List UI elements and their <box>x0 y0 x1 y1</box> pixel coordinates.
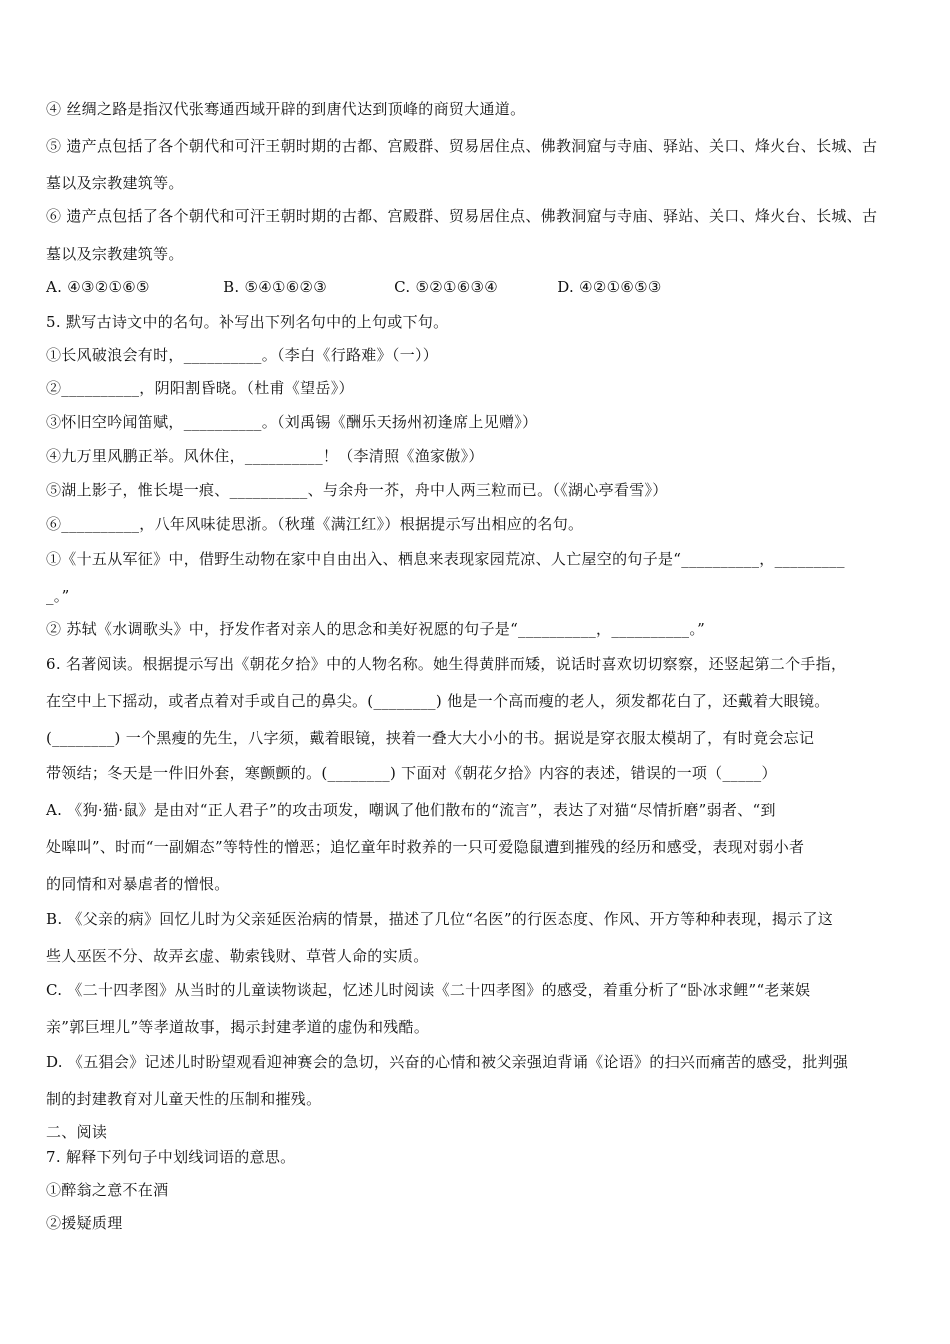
q6-option-b-line1: B. 《父亲的病》回忆儿时为父亲延医治病的情景，描述了几位“名医”的行医态度、作风、开方等种种表现，揭示了这 <box>46 910 834 928</box>
q5-line-6: ⑥__________，八年风味徒思浙。（秋瑾《满江红》）根据提示写出相应的名句。 <box>46 515 584 533</box>
q5-title: 5. 默写古诗文中的名句。补写出下列名句中的上句或下句。 <box>46 313 449 331</box>
q6-option-b-line2: 些人巫医不分、故弄玄虚、勒索钱财、草菅人命的实质。 <box>46 947 429 965</box>
q6-line-1: 6. 名著阅读。根据提示写出《朝花夕拾》中的人物名称。她生得黄胖而矮，说话时喜欢切切察察，还竖起第二个手指， <box>46 655 847 673</box>
q6-option-d-line2: 制的封建教育对儿童天性的压制和摧残。 <box>46 1090 322 1108</box>
q7-title: 7. 解释下列句子中划线词语的意思。 <box>46 1148 296 1166</box>
q4-option-d: D. ④②①⑥⑤③ <box>557 278 662 296</box>
q5-line-4: ④九万里风鹏正举。风休住，__________！（李清照《渔家傲》） <box>46 447 484 465</box>
q4-item-6-line2: 墓以及宗教建筑等。 <box>46 245 184 263</box>
q6-option-a-line2: 处嗥叫”、时而“一副媚态”等特性的憎恶；追忆童年时救养的一只可爱隐鼠遭到摧残的经历和感受，表现对弱小者 <box>46 838 805 856</box>
q6-line-2: 在空中上下摇动，或者点着对手或自己的鼻尖。(________) 他是一个高而瘦的老人，须发都花白了，还戴着大眼镜。 <box>46 692 830 710</box>
q6-option-d-line1: D. 《五猖会》记述儿时盼望观看迎神赛会的急切，兴奋的心情和被父亲强迫背诵《论语》的扫兴而痛苦的感受，批判强 <box>46 1053 849 1071</box>
q4-option-b: B. ⑤④①⑥②③ <box>223 278 328 296</box>
q7-item-2: ②援疑质理 <box>46 1214 123 1232</box>
q6-line-3: (________) 一个黑瘦的先生，八字须，戴着眼镜，挟着一叠大大小小的书。据说是穿衣服太模胡了，有时竟会忘记 <box>46 729 815 747</box>
q4-option-a: A. ④③②①⑥⑤ <box>46 278 150 296</box>
q4-item-5-line2: 墓以及宗教建筑等。 <box>46 174 184 192</box>
q6-option-c-line2: 亲”郭巨埋儿”等孝道故事，揭示封建孝道的虚伪和残酷。 <box>46 1018 430 1036</box>
q6-option-c-line1: C. 《二十四孝图》从当时的儿童读物谈起，忆述儿时阅读《二十四孝图》的感受，着重分析了“卧冰求鲤”“老莱娱 <box>46 981 811 999</box>
q5-line-8: ② 苏轼《水调歌头》中，抒发作者对亲人的思念和美好祝愿的句子是“__________，__________。” <box>46 620 706 638</box>
q5-line-3: ③怀旧空吟闻笛赋，__________。（刘禹锡《酬乐天扬州初逢席上见赠》） <box>46 413 538 431</box>
section-heading: 二、阅读 <box>46 1123 108 1141</box>
q5-line-2: ②__________，阴阳割昏晓。（杜甫《望岳》） <box>46 379 354 397</box>
q7-item-1: ①醉翁之意不在酒 <box>46 1181 169 1199</box>
q6-line-4: 带领结；冬天是一件旧外套，寒颤颤的。(________) 下面对《朝花夕拾》内容的表述，错误的一项（_____） <box>46 764 777 782</box>
q4-item-4: ④ 丝绸之路是指汉代张骞通西域开辟的到唐代达到顶峰的商贸大通道。 <box>46 100 526 118</box>
q4-item-5-line1: ⑤ 遗产点包括了各个朝代和可汗王朝时期的古都、宫殿群、贸易居住点、佛教洞窟与寺庙、驿站、关口、烽火台、长城、古 <box>46 137 878 155</box>
q4-options <box>46 278 662 296</box>
q5-line-7-cont: _。” <box>46 587 70 605</box>
q5-line-1: ①长风破浪会有时，__________。（李白《行路难》（一）） <box>46 346 439 364</box>
q5-line-5: ⑤湖上影子，惟长堤一痕、__________、与余舟一芥，舟中人两三粒而已。（《湖心亭看雪》） <box>46 481 668 499</box>
q6-option-a-line1: A. 《狗·猫·鼠》是由对“正人君子”的攻击项发，嘲讽了他们散布的“流言”，表达了对猫“尽情折磨”弱者、“到 <box>46 801 776 819</box>
q6-option-a-line3: 的同情和对暴虐者的憎恨。 <box>46 875 230 893</box>
q4-option-c: C. ⑤②①⑥③④ <box>394 278 499 296</box>
q5-line-7: ①《十五从军征》中，借野生动物在家中自由出入、栖息来表现家园荒凉、人亡屋空的句子是“__________，_________ <box>46 550 845 568</box>
q4-item-6-line1: ⑥ 遗产点包括了各个朝代和可汗王朝时期的古都、宫殿群、贸易居住点、佛教洞窟与寺庙、驿站、关口、烽火台、长城、古 <box>46 207 878 225</box>
